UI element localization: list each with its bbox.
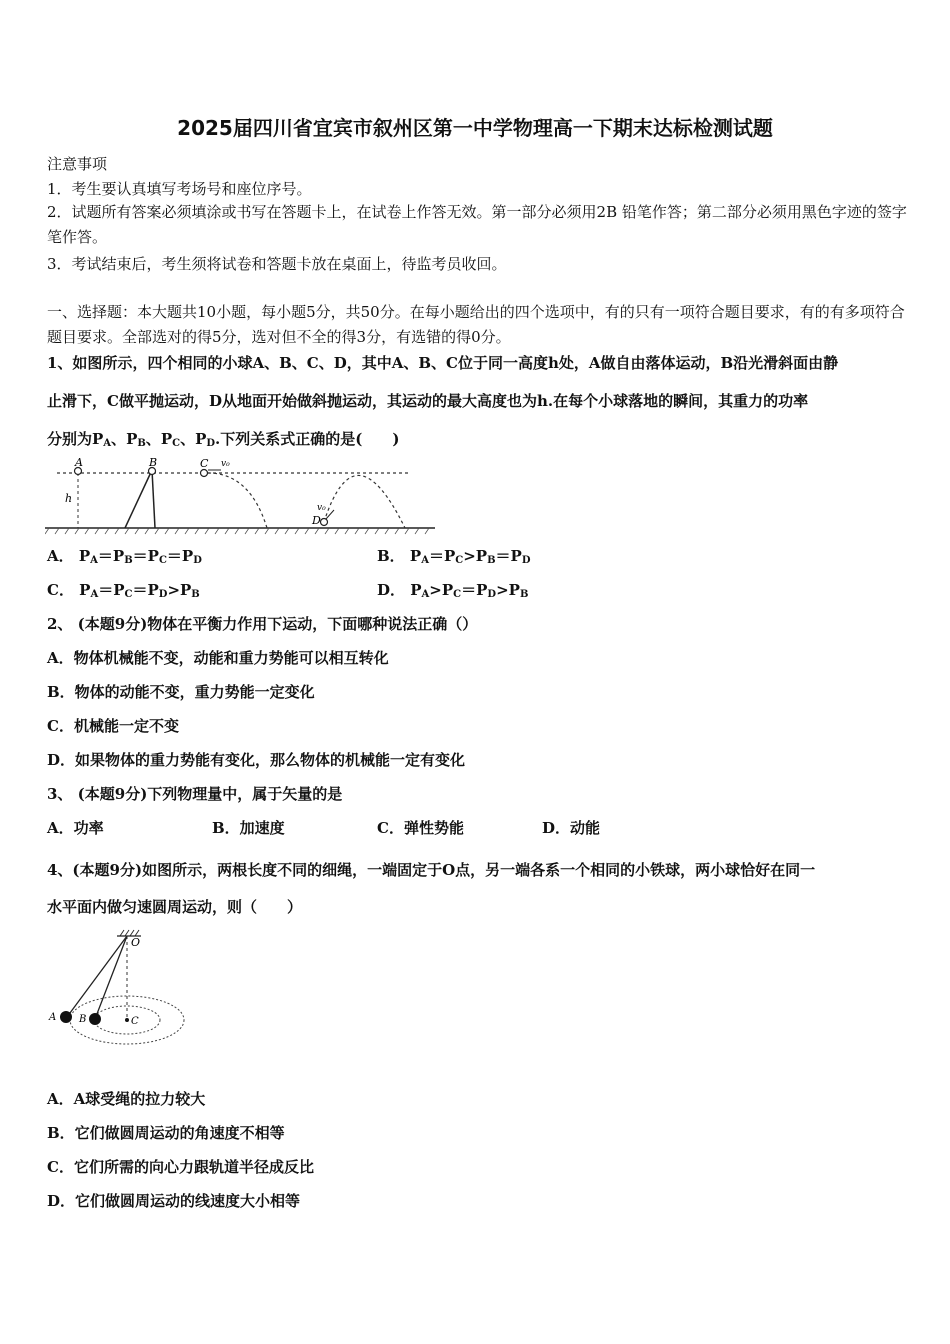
q1-label-a: A [75,456,83,469]
q4-label-a: A [49,1012,57,1023]
q1-stem-line1: 1、如图所示，四个相同的小球A、B、C、D，其中A、B、C位于同一高度h处，A做自由落体运动，B沿光滑斜面由静 [47,354,839,372]
section-one-instructions: 一、选择题：本大题共10小题，每小题5分，共50分。在每小题给出的四个选项中，有的只有一项符合题目要求，有的有多项符合题目要求。全部选对的得5分，选对但不全的得3分，有选错的得0分。 [47,303,905,346]
q2-option-a[interactable]: A．物体机械能不变，动能和重力势能可以相互转化 [47,649,389,667]
q3-option-b[interactable]: B．加速度 [212,819,285,837]
q1-option-c[interactable]: C． $P_A=P_C=P_D>P_B$ [47,581,200,600]
notice-heading: 注意事项 [47,155,108,173]
q4-figure [45,928,195,1053]
q3-option-d[interactable]: D．动能 [542,819,601,837]
q4-stem-line1: 4、(本题9分)如图所示，两根长度不同的细绳，一端固定于O点，另一端各系一个相同的小铁球，两小球恰好在同一 [47,861,816,879]
q4-label-o: O [131,936,141,949]
q1-label-h: h [65,492,73,505]
q2-stem: 2、 (本题9分)物体在平衡力作用下运动，下面哪种说法正确（） [47,615,478,633]
notice-item-2: 2．试题所有答案必须填涂或书写在答题卡上，在试卷上作答无效。第一部分必须用2B 铅笔作答；第二部分必须用黑色字迹的签字笔作答。 [47,203,907,246]
notice-item-3: 3．考试结束后，考生须将试卷和答题卡放在桌面上，待监考员收回。 [47,255,507,273]
q1-option-b[interactable]: B． $P_A=P_C>P_B=P_D$ [377,547,531,566]
q2-option-d[interactable]: D．如果物体的重力势能有变化，那么物体的机械能一定有变化 [47,751,466,769]
notice-item-1: 1．考生要认真填写考场号和座位序号。 [47,180,312,198]
q1-label-v0-d: v₀ [317,503,326,513]
q3-option-c[interactable]: C．弹性势能 [377,819,464,837]
q1-label-b: B [149,456,158,469]
q4-option-c[interactable]: C．它们所需的向心力跟轨道半径成反比 [47,1158,314,1176]
q1-option-d[interactable]: D． $P_A>P_C=P_D>P_B$ [377,581,529,600]
q4-option-b[interactable]: B．它们做圆周运动的角速度不相等 [47,1124,285,1142]
q1-option-a[interactable]: A． $P_A=P_B=P_C=P_D$ [47,547,202,566]
q4-option-d[interactable]: D．它们做圆周运动的线速度大小相等 [47,1192,301,1210]
q1-figure [45,456,440,536]
q4-option-a[interactable]: A．A球受绳的拉力较大 [47,1090,206,1108]
q4-label-b: B [79,1014,87,1025]
page-title: 2025届四川省宜宾市叙州区第一中学物理高一下期末达标检测试题 [177,116,773,140]
q1-label-c: C [200,457,209,470]
q4-stem-line2: 水平面内做匀速圆周运动，则（ ） [47,898,303,916]
q3-option-a[interactable]: A．功率 [47,819,104,837]
q2-option-b[interactable]: B．物体的动能不变，重力势能一定变化 [47,683,315,701]
q1-stem-line2: 止滑下，C做平抛运动，D从地面开始做斜抛运动，其运动的最大高度也为h.在每个小球落地的瞬间，其重力的功率 [47,392,809,410]
q1-label-v0-c: v₀ [221,459,230,469]
q1-stem-line3: 分别为$P_A$、$P_B$、$P_C$、$P_D$.下列关系式正确的是( ) [47,430,400,449]
q2-option-c[interactable]: C．机械能一定不变 [47,717,179,735]
q1-label-d: D [312,514,321,527]
q4-label-c: C [131,1016,139,1027]
q3-stem: 3、 (本题9分)下列物理量中，属于矢量的是 [47,785,343,803]
